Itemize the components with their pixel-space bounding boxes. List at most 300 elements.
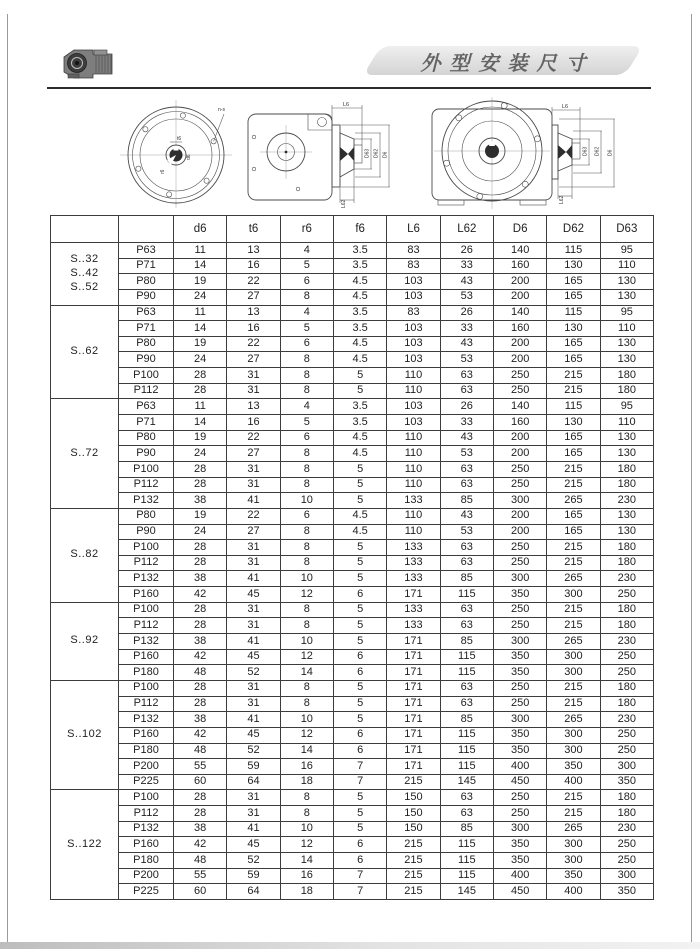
table-cell: 63 (440, 806, 493, 822)
table-cell: 133 (387, 602, 440, 618)
model-cell: P160 (119, 837, 174, 853)
table-row (51, 274, 654, 290)
table-cell: 6 (333, 587, 386, 603)
table-cell: 31 (227, 602, 280, 618)
table-cell: 12 (280, 587, 333, 603)
model-cell: P160 (119, 727, 174, 743)
table-row (51, 336, 654, 352)
table-cell: 140 (493, 305, 546, 321)
header-cell-f6: f6 (333, 216, 386, 243)
table-cell: 59 (227, 868, 280, 884)
dim-label-L62: L62 (341, 199, 347, 208)
table-cell: 53 (440, 446, 493, 462)
table-cell: 215 (387, 884, 440, 900)
table-cell: 265 (547, 712, 600, 728)
model-cell: P90 (119, 446, 174, 462)
table-cell: 180 (600, 696, 653, 712)
table-row (51, 618, 654, 634)
table-cell: 180 (600, 368, 653, 384)
table-cell: 38 (174, 821, 227, 837)
table-cell: 250 (493, 555, 546, 571)
table-cell: 5 (333, 461, 386, 477)
table-cell: 5 (333, 680, 386, 696)
table-cell: 22 (227, 508, 280, 524)
table-cell: 8 (280, 352, 333, 368)
table-cell: 14 (280, 743, 333, 759)
dim-label-n-s: n-s (218, 107, 225, 113)
table-row (51, 352, 654, 368)
table-cell: 165 (547, 430, 600, 446)
table-cell: 165 (547, 289, 600, 305)
table-cell: 8 (280, 446, 333, 462)
table-cell: 130 (600, 274, 653, 290)
model-cell: P100 (119, 540, 174, 556)
table-cell: 60 (174, 884, 227, 900)
table-cell: 350 (493, 587, 546, 603)
table-cell: 215 (547, 461, 600, 477)
table-cell: 200 (493, 430, 546, 446)
table-cell: 4 (280, 243, 333, 259)
table-cell: 27 (227, 289, 280, 305)
table-cell: 38 (174, 712, 227, 728)
table-cell: 250 (600, 665, 653, 681)
table-cell: 5 (280, 321, 333, 337)
header-cell-D62: D62 (547, 216, 600, 243)
table-cell: 180 (600, 790, 653, 806)
table-cell: 63 (440, 602, 493, 618)
table-cell: 215 (547, 602, 600, 618)
table-cell: 103 (387, 289, 440, 305)
table-cell: 43 (440, 508, 493, 524)
table-cell: 250 (493, 368, 546, 384)
table-cell: 42 (174, 587, 227, 603)
table-cell: 16 (280, 759, 333, 775)
dim-label-D62: D62 (373, 148, 380, 158)
table-cell: 95 (600, 305, 653, 321)
table-cell: 300 (493, 571, 546, 587)
table-cell: 300 (600, 868, 653, 884)
table-cell: 215 (547, 680, 600, 696)
table-cell: 8 (280, 680, 333, 696)
table-cell: 145 (440, 884, 493, 900)
table-cell: 215 (387, 774, 440, 790)
table-cell: 31 (227, 618, 280, 634)
model-cell: P90 (119, 524, 174, 540)
table-cell: 103 (387, 415, 440, 431)
model-cell: P200 (119, 868, 174, 884)
table-row (51, 665, 654, 681)
table-cell: 83 (387, 305, 440, 321)
table-row (51, 712, 654, 728)
table-cell: 63 (440, 680, 493, 696)
table-cell: 4.5 (333, 274, 386, 290)
table-cell: 28 (174, 602, 227, 618)
table-cell: 43 (440, 336, 493, 352)
table-row (51, 634, 654, 650)
table-cell: 4.5 (333, 446, 386, 462)
model-cell: P100 (119, 680, 174, 696)
table-cell: 171 (387, 634, 440, 650)
table-cell: 215 (547, 618, 600, 634)
page-border-left (7, 14, 8, 942)
table-cell: 300 (493, 821, 546, 837)
table-cell: 24 (174, 289, 227, 305)
table-header-row (51, 216, 654, 243)
table-cell: 41 (227, 712, 280, 728)
table-cell: 180 (600, 461, 653, 477)
table-cell: 10 (280, 634, 333, 650)
table-cell: 3.5 (333, 258, 386, 274)
table-cell: 63 (440, 555, 493, 571)
model-cell: P63 (119, 243, 174, 259)
table-cell: 48 (174, 852, 227, 868)
table-cell: 28 (174, 540, 227, 556)
table-cell: 4.5 (333, 430, 386, 446)
table-cell: 41 (227, 571, 280, 587)
model-cell: P132 (119, 821, 174, 837)
table-cell: 215 (387, 837, 440, 853)
table-cell: 31 (227, 461, 280, 477)
table-cell: 133 (387, 571, 440, 587)
table-cell: 18 (280, 774, 333, 790)
table-row (51, 383, 654, 399)
table-cell: 115 (440, 868, 493, 884)
table-cell: 53 (440, 289, 493, 305)
model-cell: P80 (119, 336, 174, 352)
model-cell: P180 (119, 665, 174, 681)
table-cell: 8 (280, 555, 333, 571)
table-cell: 19 (174, 274, 227, 290)
table-cell: 230 (600, 571, 653, 587)
table-cell: 250 (493, 540, 546, 556)
dim-label-r6: r6 (160, 169, 166, 174)
header-rule (47, 87, 651, 89)
table-cell: 130 (600, 446, 653, 462)
table-row (51, 680, 654, 696)
table-cell: 6 (333, 852, 386, 868)
dim-label-L6: L6 (343, 102, 350, 108)
table-cell: 52 (227, 743, 280, 759)
model-cell: P71 (119, 258, 174, 274)
model-cell: P80 (119, 274, 174, 290)
table-cell: 110 (387, 524, 440, 540)
table-cell: 250 (493, 618, 546, 634)
table-cell: 265 (547, 493, 600, 509)
table-cell: 215 (387, 852, 440, 868)
table-cell: 63 (440, 383, 493, 399)
table-cell: 250 (600, 587, 653, 603)
table-cell: 38 (174, 493, 227, 509)
table-cell: 300 (493, 634, 546, 650)
table-cell: 6 (333, 743, 386, 759)
table-cell: 300 (547, 649, 600, 665)
table-cell: 5 (333, 790, 386, 806)
table-cell: 5 (280, 258, 333, 274)
dim-label-D62: D62 (594, 146, 601, 156)
table-cell: 3.5 (333, 305, 386, 321)
table-cell: 42 (174, 837, 227, 853)
table-cell: 14 (174, 415, 227, 431)
table-cell: 200 (493, 336, 546, 352)
table-cell: 13 (227, 305, 280, 321)
table-cell: 350 (547, 868, 600, 884)
table-cell: 52 (227, 665, 280, 681)
table-row (51, 446, 654, 462)
table-cell: 160 (493, 321, 546, 337)
dim-label-D6: D6 (607, 149, 614, 156)
table-cell: 64 (227, 774, 280, 790)
table-cell: 230 (600, 712, 653, 728)
table-cell: 171 (387, 743, 440, 759)
table-cell: 103 (387, 274, 440, 290)
table-cell: 5 (333, 634, 386, 650)
table-cell: 8 (280, 790, 333, 806)
table-cell: 31 (227, 383, 280, 399)
table-cell: 115 (547, 305, 600, 321)
table-cell: 250 (600, 727, 653, 743)
dim-label-d6: d6 (186, 154, 192, 160)
table-cell: 300 (547, 665, 600, 681)
table-row (51, 289, 654, 305)
model-cell: P132 (119, 634, 174, 650)
table-cell: 28 (174, 368, 227, 384)
table-cell: 230 (600, 821, 653, 837)
table-cell: 300 (493, 712, 546, 728)
table-cell: 171 (387, 649, 440, 665)
table-cell: 110 (387, 368, 440, 384)
table-cell: 400 (493, 759, 546, 775)
table-row (51, 602, 654, 618)
table-cell: 215 (547, 540, 600, 556)
table-cell: 4.5 (333, 508, 386, 524)
model-cell: P63 (119, 305, 174, 321)
table-cell: 180 (600, 602, 653, 618)
table-cell: 3.5 (333, 399, 386, 415)
table-cell: 130 (547, 321, 600, 337)
model-cell: P100 (119, 602, 174, 618)
table-cell: 42 (174, 727, 227, 743)
table-cell: 28 (174, 383, 227, 399)
table-cell: 130 (600, 430, 653, 446)
model-cell: P180 (119, 852, 174, 868)
page-border-right (691, 14, 692, 942)
table-cell: 350 (493, 727, 546, 743)
table-cell: 5 (333, 696, 386, 712)
table-cell: 18 (280, 884, 333, 900)
model-cell: P132 (119, 571, 174, 587)
header-cell-model (119, 216, 174, 243)
table-cell: 24 (174, 446, 227, 462)
table-cell: 115 (440, 649, 493, 665)
table-row (51, 852, 654, 868)
table-row (51, 243, 654, 259)
table-cell: 140 (493, 243, 546, 259)
table-cell: 45 (227, 587, 280, 603)
table-cell: 115 (547, 243, 600, 259)
model-cell: P112 (119, 618, 174, 634)
table-cell: 33 (440, 415, 493, 431)
table-cell: 8 (280, 696, 333, 712)
table-cell: 265 (547, 634, 600, 650)
table-row (51, 461, 654, 477)
dim-table-body (51, 243, 654, 900)
table-cell: 4.5 (333, 289, 386, 305)
table-cell: 45 (227, 837, 280, 853)
table-cell: 180 (600, 383, 653, 399)
table-cell: 5 (333, 618, 386, 634)
table-cell: 16 (227, 415, 280, 431)
table-cell: 215 (547, 806, 600, 822)
table-cell: 10 (280, 821, 333, 837)
table-row (51, 821, 654, 837)
table-cell: 5 (280, 415, 333, 431)
model-cell: P180 (119, 743, 174, 759)
model-cell: P90 (119, 352, 174, 368)
table-cell: 130 (600, 524, 653, 540)
table-cell: 45 (227, 727, 280, 743)
table-cell: 6 (333, 727, 386, 743)
table-row (51, 493, 654, 509)
table-cell: 150 (387, 790, 440, 806)
table-cell: 115 (440, 759, 493, 775)
table-cell: 53 (440, 524, 493, 540)
table-cell: 5 (333, 712, 386, 728)
table-cell: 14 (280, 852, 333, 868)
group-label: S..102 (51, 680, 119, 789)
table-cell: 4 (280, 305, 333, 321)
table-cell: 5 (333, 806, 386, 822)
model-cell: P225 (119, 884, 174, 900)
header-cell-group (51, 216, 119, 243)
table-row (51, 399, 654, 415)
table-cell: 300 (547, 743, 600, 759)
table-cell: 400 (493, 868, 546, 884)
gearmotor-photo (60, 44, 118, 84)
table-cell: 215 (387, 868, 440, 884)
table-cell: 171 (387, 696, 440, 712)
table-cell: 5 (333, 571, 386, 587)
table-cell: 64 (227, 884, 280, 900)
dim-label-L62: L62 (559, 195, 565, 204)
table-cell: 10 (280, 712, 333, 728)
table-cell: 31 (227, 477, 280, 493)
dim-label-L6: L6 (562, 104, 569, 110)
table-cell: 43 (440, 274, 493, 290)
dimensions-table (50, 215, 654, 900)
table-cell: 165 (547, 508, 600, 524)
table-row (51, 790, 654, 806)
group-label: S..32 S..42 S..52 (51, 243, 119, 306)
table-cell: 8 (280, 524, 333, 540)
table-cell: 130 (547, 258, 600, 274)
table-cell: 85 (440, 634, 493, 650)
model-cell: P160 (119, 649, 174, 665)
table-cell: 110 (600, 415, 653, 431)
table-cell: 400 (547, 884, 600, 900)
table-cell: 130 (547, 415, 600, 431)
table-cell: 11 (174, 243, 227, 259)
table-cell: 28 (174, 680, 227, 696)
table-cell: 12 (280, 649, 333, 665)
table-cell: 12 (280, 727, 333, 743)
group-label: S..82 (51, 508, 119, 602)
table-cell: 5 (333, 821, 386, 837)
model-cell: P100 (119, 461, 174, 477)
table-cell: 133 (387, 540, 440, 556)
table-cell: 42 (174, 649, 227, 665)
model-cell: P71 (119, 415, 174, 431)
table-cell: 3.5 (333, 415, 386, 431)
model-cell: P100 (119, 368, 174, 384)
table-cell: 110 (387, 508, 440, 524)
table-cell: 55 (174, 759, 227, 775)
table-cell: 11 (174, 305, 227, 321)
table-cell: 115 (547, 399, 600, 415)
table-cell: 63 (440, 540, 493, 556)
table-cell: 200 (493, 446, 546, 462)
table-cell: 6 (280, 508, 333, 524)
table-cell: 230 (600, 493, 653, 509)
table-cell: 180 (600, 477, 653, 493)
table-cell: 215 (547, 696, 600, 712)
drawing-front-view (424, 95, 650, 212)
table-cell: 180 (600, 555, 653, 571)
table-cell: 115 (440, 837, 493, 853)
table-cell: 250 (493, 790, 546, 806)
table-cell: 12 (280, 837, 333, 853)
table-cell: 3.5 (333, 243, 386, 259)
table-cell: 140 (493, 399, 546, 415)
table-cell: 28 (174, 461, 227, 477)
table-cell: 250 (493, 477, 546, 493)
table-cell: 250 (600, 649, 653, 665)
table-cell: 200 (493, 524, 546, 540)
table-cell: 16 (227, 321, 280, 337)
table-cell: 230 (600, 634, 653, 650)
table-cell: 250 (493, 806, 546, 822)
table-cell: 130 (600, 352, 653, 368)
table-cell: 31 (227, 806, 280, 822)
table-row (51, 305, 654, 321)
group-label: S..122 (51, 790, 119, 900)
table-cell: 165 (547, 336, 600, 352)
table-cell: 250 (600, 852, 653, 868)
table-cell: 110 (387, 461, 440, 477)
table-cell: 5 (333, 555, 386, 571)
table-cell: 6 (333, 649, 386, 665)
table-cell: 200 (493, 274, 546, 290)
table-cell: 19 (174, 508, 227, 524)
table-cell: 27 (227, 352, 280, 368)
table-row (51, 587, 654, 603)
table-cell: 14 (174, 321, 227, 337)
table-cell: 31 (227, 696, 280, 712)
table-cell: 8 (280, 806, 333, 822)
table-cell: 4.5 (333, 524, 386, 540)
table-cell: 110 (600, 258, 653, 274)
table-cell: 250 (493, 383, 546, 399)
table-cell: 16 (280, 868, 333, 884)
dim-label-D63: D63 (582, 146, 589, 156)
table-cell: 31 (227, 368, 280, 384)
table-cell: 165 (547, 274, 600, 290)
table-cell: 350 (547, 759, 600, 775)
table-cell: 31 (227, 540, 280, 556)
table-cell: 110 (387, 477, 440, 493)
table-cell: 45 (227, 649, 280, 665)
table-cell: 103 (387, 399, 440, 415)
table-cell: 14 (174, 258, 227, 274)
